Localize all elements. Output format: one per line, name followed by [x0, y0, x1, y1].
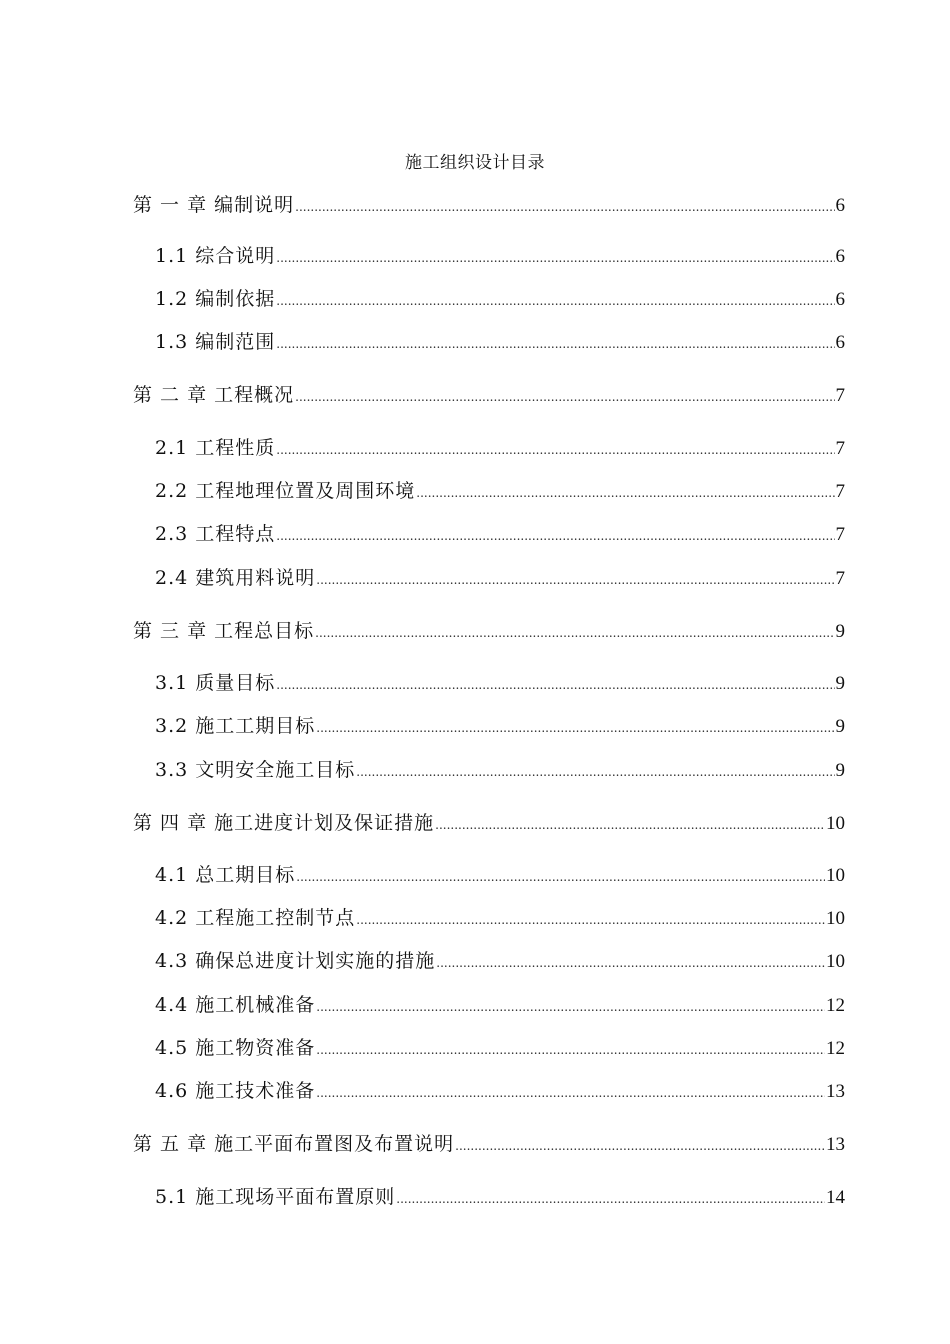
- toc-entry-chapter-1[interactable]: [133, 192, 845, 218]
- toc-page-number: 9: [835, 716, 845, 737]
- toc-label: 2.3 工程特点: [155, 523, 276, 545]
- toc-dot-leader: [276, 672, 834, 698]
- toc-label: 4.6 施工技术准备: [155, 1080, 316, 1102]
- toc-label: 4.5 施工物资准备: [155, 1037, 316, 1059]
- toc-label: 3.3 文明安全施工目标: [155, 759, 356, 781]
- toc-dot-leader: [435, 812, 825, 838]
- toc-entry-section-5-1[interactable]: [155, 1184, 845, 1210]
- toc-entry-section-1-1[interactable]: [155, 243, 845, 269]
- toc-dot-leader: [396, 1186, 825, 1212]
- toc-entry-section-4-6[interactable]: [155, 1078, 845, 1104]
- toc-label: 5.1 施工现场平面布置原则: [155, 1186, 396, 1208]
- toc-page-number: 10: [826, 951, 845, 972]
- toc-label: 第 五 章 施工平面布置图及布置说明: [133, 1133, 455, 1155]
- toc-dot-leader: [295, 194, 834, 220]
- toc-page-number: 6: [835, 195, 845, 216]
- toc-page-number: 7: [835, 568, 845, 589]
- toc-dot-leader: [455, 1133, 825, 1159]
- toc-page-number: 10: [826, 908, 845, 929]
- toc-label: 1.1 综合说明: [155, 245, 276, 267]
- toc-dot-leader: [356, 907, 825, 933]
- toc-label: 第 二 章 工程概况: [133, 384, 295, 406]
- toc-entry-section-4-5[interactable]: [155, 1035, 845, 1061]
- toc-label: 4.1 总工期目标: [155, 864, 296, 886]
- toc-dot-leader: [276, 331, 834, 357]
- toc-entry-section-3-3[interactable]: [155, 757, 845, 783]
- toc-dot-leader: [276, 288, 834, 314]
- toc-entry-section-2-3[interactable]: [155, 521, 845, 547]
- toc-label: 2.1 工程性质: [155, 437, 276, 459]
- toc-page-number: 7: [835, 385, 845, 406]
- toc-dot-leader: [316, 567, 834, 593]
- toc-dot-leader: [276, 245, 834, 271]
- toc-dot-leader: [295, 384, 834, 410]
- toc-entry-section-1-3[interactable]: [155, 329, 845, 355]
- toc-label: 1.3 编制范围: [155, 331, 276, 353]
- toc-page-number: 10: [826, 865, 845, 886]
- toc-dot-leader: [316, 1080, 825, 1106]
- toc-label: 2.4 建筑用料说明: [155, 567, 316, 589]
- toc-label: 2.2 工程地理位置及周围环境: [155, 480, 416, 502]
- toc-dot-leader: [276, 523, 834, 549]
- toc-dot-leader: [316, 1037, 825, 1063]
- toc-label: 第 四 章 施工进度计划及保证措施: [133, 812, 435, 834]
- toc-dot-leader: [416, 480, 834, 506]
- toc-page-number: 9: [835, 621, 845, 642]
- toc-entry-section-4-4[interactable]: [155, 992, 845, 1018]
- toc-page-number: 12: [826, 995, 845, 1016]
- toc-label: 3.2 施工工期目标: [155, 715, 316, 737]
- toc-entry-section-3-1[interactable]: [155, 670, 845, 696]
- toc-page-number: 7: [835, 481, 845, 502]
- toc-entry-section-4-2[interactable]: [155, 905, 845, 931]
- page-title: 施工组织设计目录: [405, 153, 545, 173]
- toc-page-number: 9: [835, 673, 845, 694]
- toc-page-number: 6: [835, 246, 845, 267]
- toc-entry-chapter-5[interactable]: [133, 1131, 845, 1157]
- toc-page-number: 7: [835, 524, 845, 545]
- toc-entry-chapter-2[interactable]: [133, 382, 845, 408]
- toc-page-number: 6: [835, 289, 845, 310]
- toc-label: 3.1 质量目标: [155, 672, 276, 694]
- toc-entry-chapter-3[interactable]: [133, 618, 845, 644]
- toc-entry-section-2-4[interactable]: [155, 565, 845, 591]
- toc-page-number: 12: [826, 1038, 845, 1059]
- toc-page-number: 7: [835, 438, 845, 459]
- toc-dot-leader: [316, 715, 834, 741]
- toc-dot-leader: [436, 950, 825, 976]
- toc-page-number: 14: [826, 1187, 845, 1208]
- toc-dot-leader: [316, 994, 825, 1020]
- toc-entry-section-1-2[interactable]: [155, 286, 845, 312]
- toc-dot-leader: [315, 620, 834, 646]
- toc-page-number: 9: [835, 760, 845, 781]
- toc-entry-section-2-2[interactable]: [155, 478, 845, 504]
- toc-label: 4.2 工程施工控制节点: [155, 907, 356, 929]
- toc-entry-section-4-1[interactable]: [155, 862, 845, 888]
- toc-label: 第 一 章 编制说明: [133, 194, 295, 216]
- toc-page-number: 13: [826, 1134, 845, 1155]
- toc-page-number: 13: [826, 1081, 845, 1102]
- toc-label: 第 三 章 工程总目标: [133, 620, 315, 642]
- toc-page-number: 6: [835, 332, 845, 353]
- toc-dot-leader: [276, 437, 834, 463]
- toc-dot-leader: [356, 759, 834, 785]
- toc-entry-chapter-4[interactable]: [133, 810, 845, 836]
- toc-label: 4.3 确保总进度计划实施的措施: [155, 950, 436, 972]
- toc-entry-section-3-2[interactable]: [155, 713, 845, 739]
- toc-label: 4.4 施工机械准备: [155, 994, 316, 1016]
- toc-page-number: 10: [826, 813, 845, 834]
- toc-label: 1.2 编制依据: [155, 288, 276, 310]
- toc-entry-section-4-3[interactable]: [155, 948, 845, 974]
- toc-entry-section-2-1[interactable]: [155, 435, 845, 461]
- toc-dot-leader: [296, 864, 825, 890]
